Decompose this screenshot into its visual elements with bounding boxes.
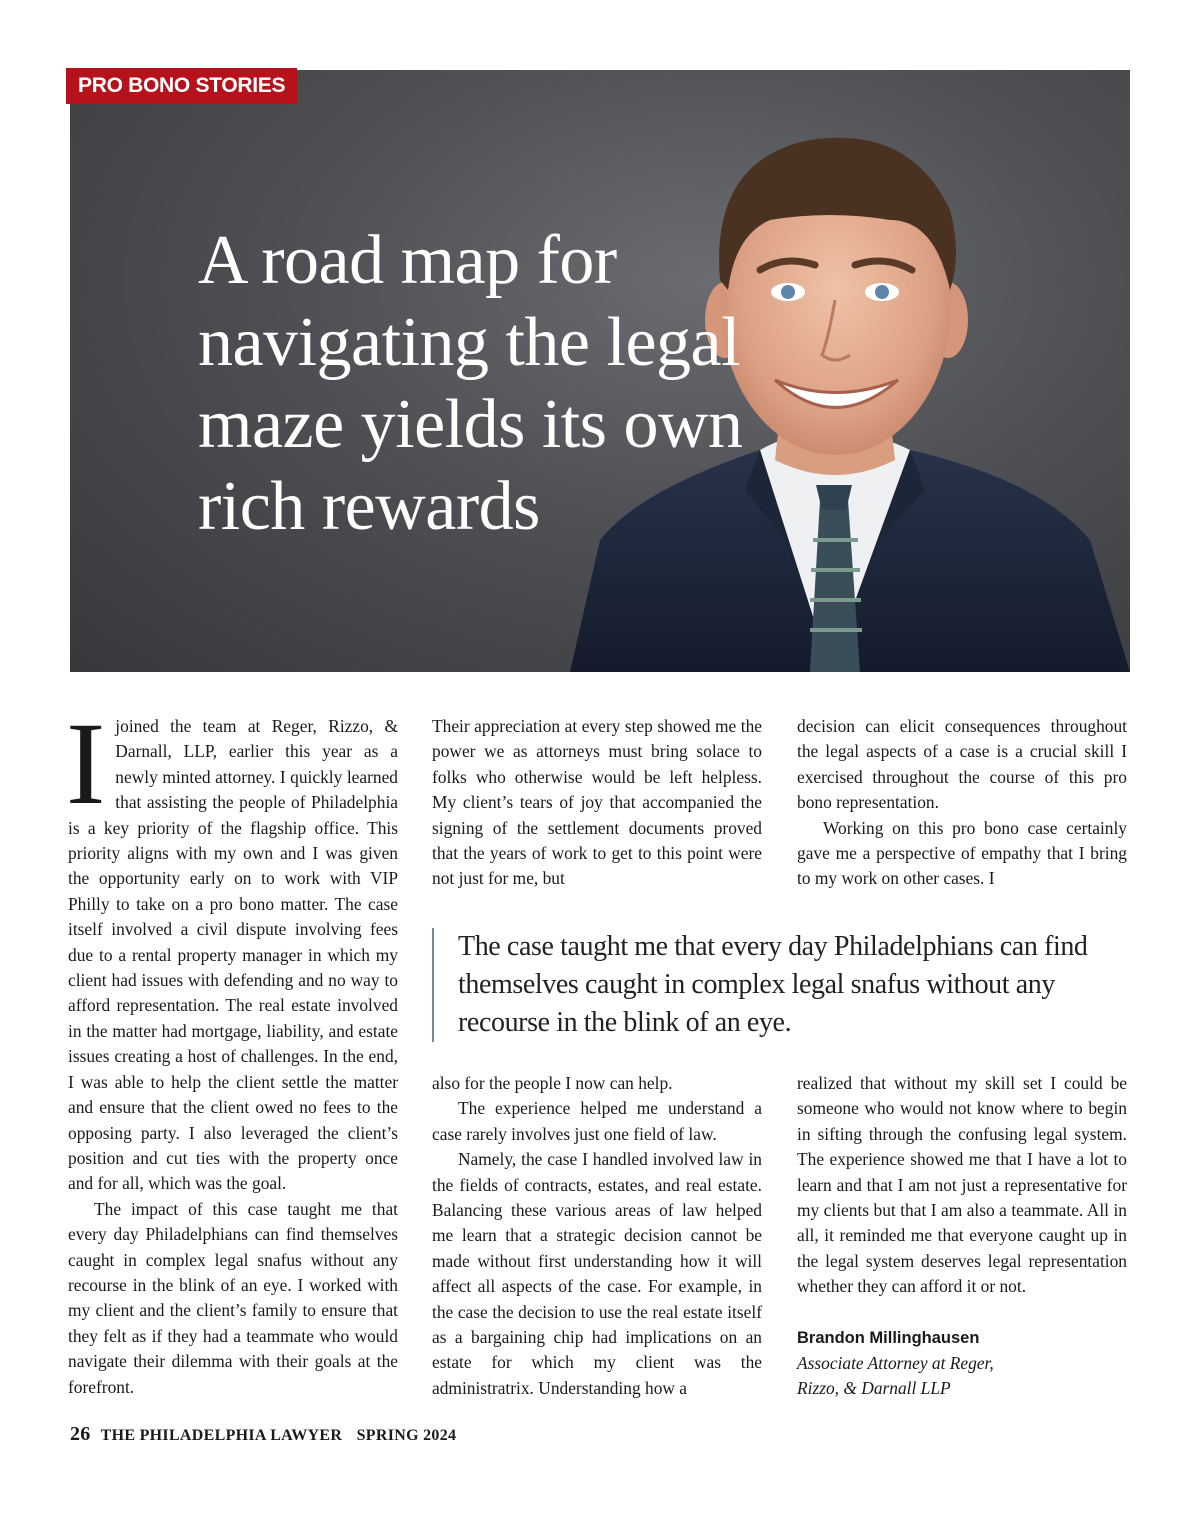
article-column-2-bottom (432, 1071, 762, 1401)
article-paragraph: also for the people I now can help. (432, 1073, 673, 1093)
article-column-2-top (432, 714, 762, 892)
drop-cap: I (66, 698, 106, 829)
publication-name: THE PHILADELPHIA LAWYER (100, 1427, 343, 1444)
article-column-1 (66, 698, 398, 1400)
article-paragraph: Namely, the case I handled involved law in the fields of contracts, estates, and real estate. Balancing these various areas of law helped me learn that a strategic decision cannot be made without first understanding how it will affect all aspects of the case. For example, in the case the decision to use the real estate itself as a bargaining chip had implications on an estate for which my client was the administratrix. Understanding how a (432, 1149, 762, 1398)
issue-date: SPRING 2024 (356, 1427, 457, 1444)
page-footer (70, 1423, 456, 1446)
article-paragraph: Their appreciation at every step showed me the power we as attorneys must bring solace to folks who otherwise would be left helpless. My client’s tears of joy that accompanied the signing of the settlement documents proved that the years of work to get to this point were not just for me, but (432, 716, 762, 889)
author-name: Brandon Millinghausen (797, 1328, 980, 1347)
article-paragraph: joined the team at Reger, Rizzo, & Darnall, LLP, earlier this year as a newly minted attorney. I quickly learned that assisting the people of Philadelphia is a key priority of the flagship office. This priority aligns with my own and I was given the opportunity early on to work with VIP Philly to take on a pro bono matter. The case itself involved a civil dispute involving fees due to a rental property manager in which my client had issues with defending and no way to afford representation. The real estate involved in the matter had mortgage, liability, and estate issues creating a host of challenges. In the end, I was able to help the client settle the matter and ensure that the client owed no fees to the opposing party. I also leveraged the client’s position and cut ties with the property once and for all, which was the goal. (68, 716, 398, 1194)
pull-quote: The case taught me that every day Philadelphians can find themselves caught in complex legal snafus without any recourse in the blink of an eye. (432, 928, 1138, 1042)
hero-banner (70, 70, 1130, 672)
section-tag: PRO BONO STORIES (66, 68, 297, 104)
article-column-3-bottom (797, 1071, 1127, 1401)
article-paragraph: The impact of this case taught me that every day Philadelphians can find themselves caught in complex legal snafus without any recourse in the blink of an eye. I worked with my client and the client’s family to ensure that they felt as if they had a teammate who would navigate their dilemma with their goals at the forefront. (68, 1198, 398, 1397)
article-paragraph: Working on this pro bono case certainly gave me a perspective of empathy that I bring to my work on other cases. I (797, 817, 1127, 889)
author-title: Associate Attorney at Reger, Rizzo, & Darnall LLP (797, 1352, 994, 1398)
article-paragraph: decision can elicit consequences throughout the legal aspects of a case is a crucial skill I exercised throughout the course of this pro bono representation. (797, 716, 1127, 813)
page-number: 26 (70, 1423, 91, 1445)
article-paragraph: realized that without my skill set I could be someone who would not know where to begin in sifting through the confusing legal system. The experience showed me that I have a lot to learn and that I am not just a representative for my clients but that I am also a teammate. All in all, it reminded me that everyone caught up in the legal system deserves legal representation whether they can afford it or not. (797, 1073, 1127, 1297)
article-column-3-top (797, 714, 1127, 892)
article-paragraph: The experience helped me understand a case rarely involves just one field of law. (432, 1098, 762, 1144)
headline: A road map for navigating the legal maze yields its own rich rewards (198, 222, 743, 545)
